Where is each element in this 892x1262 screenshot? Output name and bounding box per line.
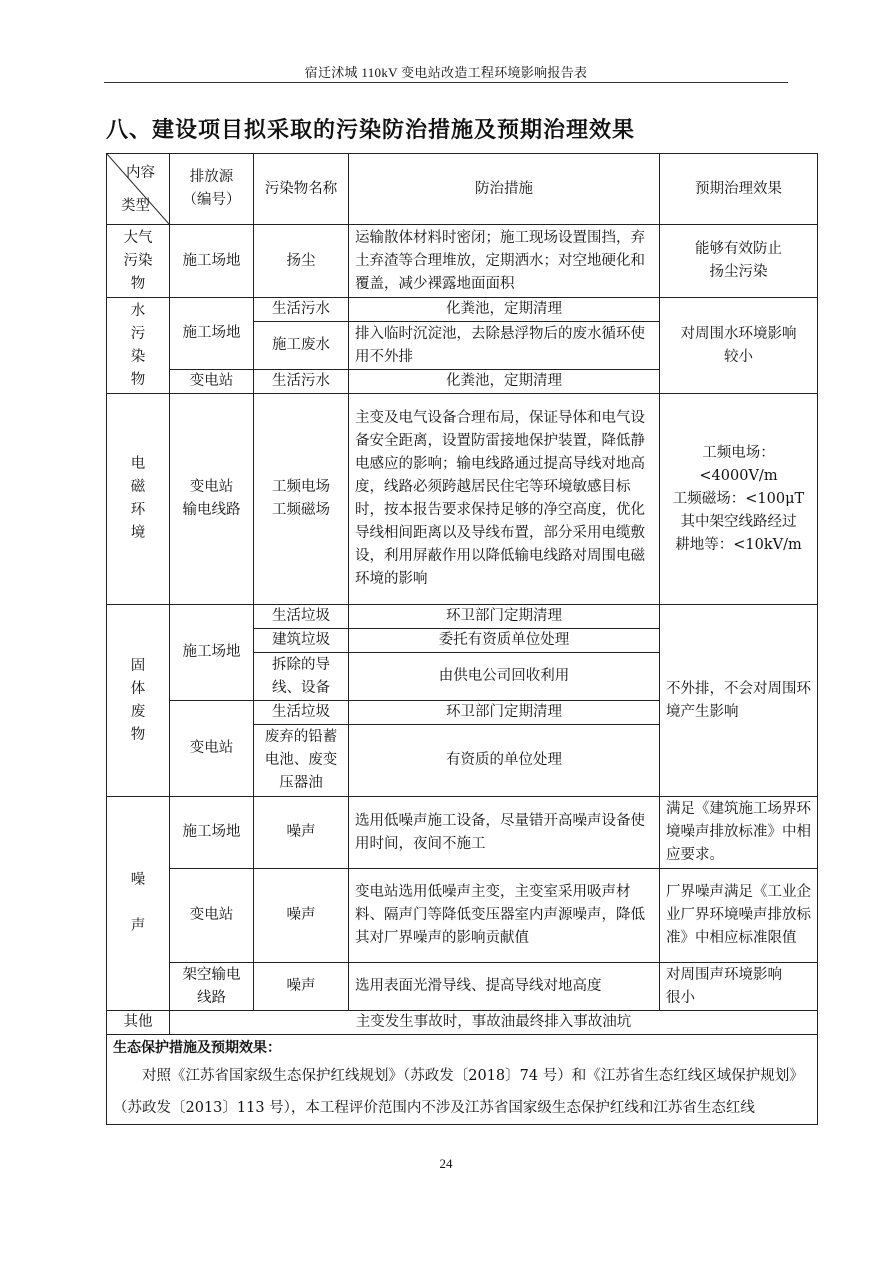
other-text: 主变发生事故时，事故油最终排入事故油坑 [170, 1011, 818, 1035]
solid-pollutant-1: 生活垃圾 [254, 605, 349, 629]
solid-measures-1: 环卫部门定期清理 [349, 605, 660, 629]
water-effect: 对周围水环境影响 较小 [660, 298, 818, 394]
noise-measures-3: 选用表面光滑导线、提高导线对地高度 [349, 963, 660, 1011]
water-pollutant-2: 施工废水 [254, 322, 349, 370]
table-header-row [107, 154, 818, 225]
solid-measures-2: 委托有资质单位处理 [349, 629, 660, 653]
solid-pollutant-4: 生活垃圾 [254, 701, 349, 725]
air-pollutant: 扬尘 [254, 225, 349, 298]
noise-pollutant-3: 噪声 [254, 963, 349, 1011]
diagonal-header-cell [107, 154, 170, 225]
air-effect: 能够有效防止 扬尘污染 [660, 225, 818, 298]
table-row-solid-1 [107, 605, 818, 629]
solid-measures-5: 有资质的单位处理 [349, 725, 660, 797]
header-measures: 防治措施 [349, 154, 660, 225]
solid-pollutant-5: 废弃的铅蓄 电池、废变 压器油 [254, 725, 349, 797]
em-effect: 工频电场： <4000V/m 工频磁场：<100μT 其中架空线路经过 耕地等：<10kV/m [660, 394, 818, 605]
water-measures-2: 排入临时沉淀池，去除悬浮物后的废水循环使用不外排 [349, 322, 660, 370]
type-other: 其他 [107, 1011, 170, 1035]
table-row-em [107, 394, 818, 605]
pollution-measures-table [106, 153, 818, 1125]
table-row-noise-1 [107, 797, 818, 869]
solid-source-construction: 施工场地 [170, 605, 254, 701]
solid-measures-4: 环卫部门定期清理 [349, 701, 660, 725]
solid-source-substation: 变电站 [170, 701, 254, 797]
type-air: 大气 污染 物 [107, 225, 170, 298]
eco-paragraph: 对照《江苏省国家级生态保护红线规划》（苏政发〔2018〕74 号）和《江苏省生态红线区域保护规划》（苏政发〔2013〕113 号），本工程评价范围内不涉及江苏省国家级生态保护红线和江苏省生态红线 [113, 1068, 804, 1116]
header-content-label: 内容 [126, 165, 155, 181]
table-row-air [107, 225, 818, 298]
noise-effect-2: 厂界噪声满足《工业企业厂界环境噪声排放标准》中相应标准限值 [660, 869, 818, 963]
type-water: 水 污 染 物 [107, 298, 170, 394]
water-pollutant-3: 生活污水 [254, 370, 349, 394]
table-row-noise-3 [107, 963, 818, 1011]
noise-source-line: 架空输电 线路 [170, 963, 254, 1011]
table-row-other [107, 1011, 818, 1035]
noise-pollutant-2: 噪声 [254, 869, 349, 963]
header-pollutant: 污染物名称 [254, 154, 349, 225]
water-measures-1: 化粪池，定期清理 [349, 298, 660, 322]
section-title: 八、建设项目拟采取的污染防治措施及预期治理效果 [106, 118, 636, 143]
noise-source-construction: 施工场地 [170, 797, 254, 869]
noise-measures-1: 选用低噪声施工设备，尽量错开高噪声设备使用时间，夜间不施工 [349, 797, 660, 869]
type-em: 电 磁 环 境 [107, 394, 170, 605]
eco-title: 生态保护措施及预期效果： [113, 1040, 281, 1056]
noise-effect-3: 对周围声环境影响 很小 [660, 963, 818, 1011]
water-source-substation: 变电站 [170, 370, 254, 394]
header-effect: 预期治理效果 [660, 154, 818, 225]
noise-source-substation: 变电站 [170, 869, 254, 963]
solid-effect: 不外排，不会对周围环境产生影响 [660, 605, 818, 797]
em-source: 变电站 输电线路 [170, 394, 254, 605]
solid-measures-3: 由供电公司回收利用 [349, 653, 660, 701]
report-header-title: 宿迁沭城 110kV 变电站改造工程环境影响报告表 [304, 65, 588, 80]
water-pollutant-1: 生活污水 [254, 298, 349, 322]
type-noise: 噪 声 [107, 797, 170, 1011]
em-pollutant: 工频电场 工频磁场 [254, 394, 349, 605]
em-measures: 主变及电气设备合理布局，保证导体和电气设备安全距离，设置防雷接地保护装置，降低静电感应的影响；输电线路通过提高导线对地高度，线路必须跨越居民住宅等环境敏感目标时，按本报告要求保持足够的净空高度，优化导线相间距离以及导线布置，部分采用电缆敷设，利用屏蔽作用以降低输电线路对周围电磁环境的影响 [349, 394, 660, 605]
header-divider [104, 82, 788, 83]
noise-pollutant-1: 噪声 [254, 797, 349, 869]
solid-pollutant-3: 拆除的导 线、设备 [254, 653, 349, 701]
page-number: 24 [439, 1156, 453, 1171]
type-solid: 固 体 废 物 [107, 605, 170, 797]
noise-effect-1: 满足《建筑施工场界环境噪声排放标准》中相应要求。 [660, 797, 818, 869]
table-row-eco [107, 1035, 818, 1125]
header-source: 排放源 （编号） [170, 154, 254, 225]
table-row-water-1 [107, 298, 818, 322]
air-source: 施工场地 [170, 225, 254, 298]
header-type-label: 类型 [121, 198, 150, 214]
noise-measures-2: 变电站选用低噪声主变，主变室采用吸声材料、隔声门等降低变压器室内声源噪声，降低其对厂界噪声的影响贡献值 [349, 869, 660, 963]
eco-cell [107, 1035, 818, 1125]
water-source-construction: 施工场地 [170, 298, 254, 370]
table-row-noise-2 [107, 869, 818, 963]
water-measures-3: 化粪池，定期清理 [349, 370, 660, 394]
air-measures: 运输散体材料时密闭；施工现场设置围挡，弃土弃渣等合理堆放，定期洒水；对空地硬化和覆盖，减少裸露地面面积 [349, 225, 660, 298]
solid-pollutant-2: 建筑垃圾 [254, 629, 349, 653]
